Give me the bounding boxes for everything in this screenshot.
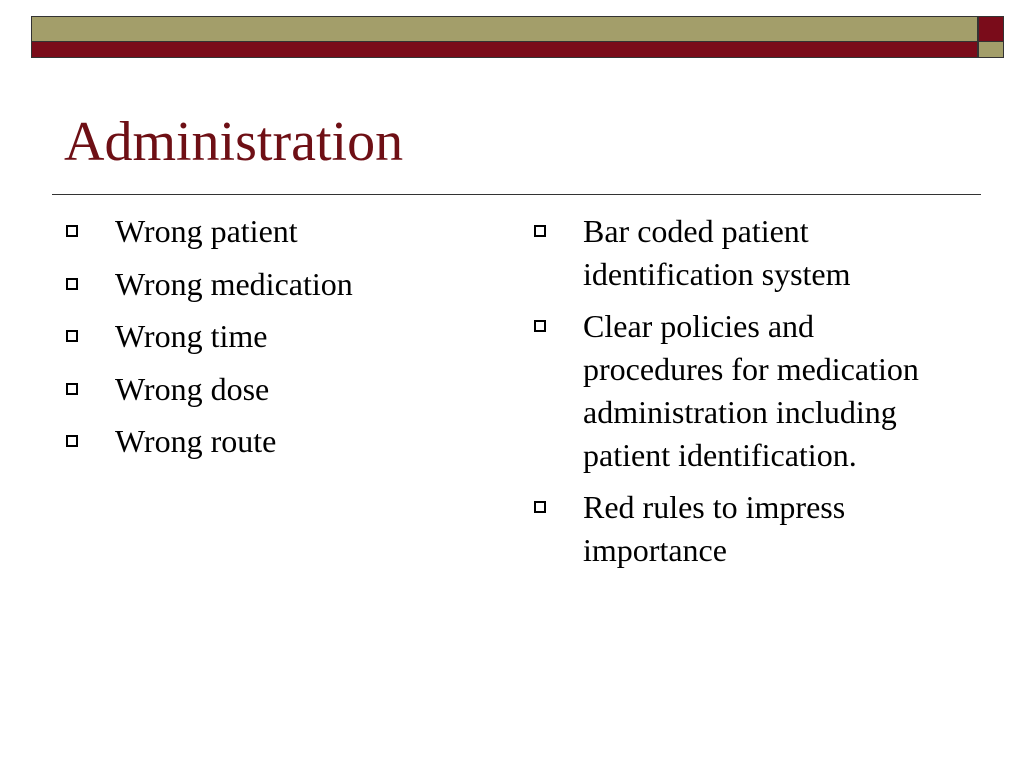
- bullet-text: Red rules to impress importance: [583, 489, 846, 568]
- hollow-square-icon: [66, 383, 78, 395]
- header-banner-maroon-square: [978, 16, 1004, 42]
- bullet-text: Wrong dose: [115, 370, 270, 407]
- list-item: [64, 368, 484, 411]
- slide-title: Administration: [64, 111, 404, 173]
- list-item: [64, 263, 484, 306]
- bullet-text: Wrong medication: [115, 265, 353, 302]
- hollow-square-icon: [534, 225, 546, 237]
- bullet-text: Clear policies and procedures for medication administration including patient identification.: [583, 308, 919, 473]
- hollow-square-icon: [66, 278, 78, 290]
- left-bullet-list: [64, 210, 484, 473]
- bullet-text: Bar coded patient identification system: [583, 213, 851, 292]
- header-banner-olive-stripe: [31, 16, 978, 42]
- header-banner-olive-square: [978, 42, 1004, 58]
- right-bullet-list: [532, 210, 932, 581]
- hollow-square-icon: [534, 320, 546, 332]
- bullet-text: Wrong patient: [115, 213, 298, 249]
- header-banner-maroon-stripe: [31, 42, 978, 58]
- hollow-square-icon: [66, 330, 78, 342]
- list-item: [64, 420, 484, 463]
- bullet-text: Wrong route: [115, 423, 277, 459]
- list-item: [532, 486, 932, 572]
- list-item: [532, 305, 932, 477]
- list-item: [64, 315, 484, 358]
- bullet-text: Wrong time: [115, 318, 268, 354]
- list-item: [64, 210, 484, 253]
- hollow-square-icon: [66, 435, 78, 447]
- hollow-square-icon: [66, 225, 78, 237]
- title-divider: [52, 194, 981, 195]
- list-item: [532, 210, 932, 296]
- hollow-square-icon: [534, 501, 546, 513]
